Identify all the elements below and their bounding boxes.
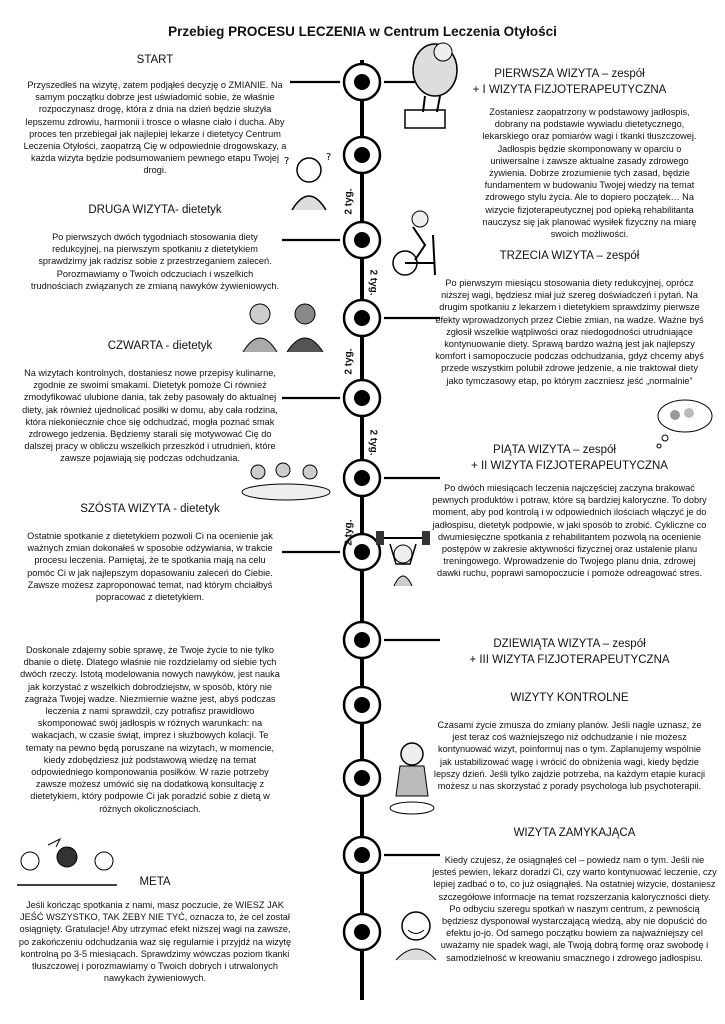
meta-text: Jeśli kończąc spotkania z nami, masz poczucie, że WIESZ JAK JEŚĆ WSZYSTKO, TAK ŻEBY NIE TYĆ, oznacza to, że cel został osiągnięty. Gratulacje! Aby utrzymać efekt niższej wagi na zawsze, po zakończeniu odchudzania waż się regularnie i przyjdź na wizytę kontrolną po 3-5 miesiącach. Sprawdzimy wówczas poziom tkanki tłuszczowej i porozmawiamy o Twoich dobrych i utrwalonych nawykach żywieniowych. <box>18 900 292 984</box>
interval-label: 2 tyg. <box>343 348 355 375</box>
kontrolne-heading: WIZYTY KONTROLNE <box>510 692 629 704</box>
meta-section <box>15 876 295 984</box>
start-section <box>20 54 290 177</box>
pierwsza-subheading: + I WIZYTA FIZJOTERAPEUTYCZNA <box>472 84 667 96</box>
zamykajaca-text: Kiedy czujesz, że osiągnąłeś cel – powiedz nam o tym. Jeśli nie jesteś pewien, lekarz doradzi Ci, czy warto kontynuować leczenie, czy lepiej zadbać o to, co już osiągnąłeś. Na ostatniej wizycie, dostaniesz szczegółowe informacje na temat rozszerzania kaloryczności diety. Po odbyciu szeregu spotkań w naszym centrum, z pewnością będziesz dysponował wystarczającą wiedzą, aby nie dopuścić do efektu jo-jo. Od samego początku bowiem za najważniejszy cel uważamy nie spadek wagi, ale Twoją dobrą formę oraz swobodę i samodzielność w kreowaniu smacznego i zdrowego jadłospisu. <box>432 855 717 963</box>
szosta-text: Ostatnie spotkanie z dietetykiem pozwoli Ci na ocenienie jak ważnych zmian dokonałeś w sposobie odżywiania, w trakcie procesu leczenia. Pamiętaj, że te spotkania mają na celu pomóc Ci w jak najlepszym dopasowaniu zaleceń do Ciebie. Zawsze możesz zaproponować temat, nad którym chciałbyś popracować z dietetykiem. <box>27 531 273 603</box>
zamykajaca-section <box>432 827 717 964</box>
start-heading: START <box>136 54 174 66</box>
trzecia-text: Po pierwszym miesiącu stosowania diety redukcyjnej, oprócz niższej wagi, będziesz miał już szereg doświadczeń i pytań. Na drugim spotkaniu z lekarzem i dietetykiem sprawdzimy pierwsze efekty wprowadzonych przez Ciebie zmian, na wadze. Ważne byś zgłosił wszelkie wątpliwości oraz niedogodności utrudniające kontynuowanie diety. Sprawą bardzo ważną jest jak najlepszy komfort i samopoczucie podczas odchudzania, gdyż chcemy abyś przede wszystkim polubił zdrowe jedzenie, a nie traktował diety jako tymczasowy etap, po którym zaczniesz jeść „normalnie” <box>435 278 704 386</box>
thinking-person-illustration <box>282 150 337 215</box>
timeline-node <box>344 222 380 258</box>
kontrolne-text: Czasami życie zmusza do zmiany planów. Jeśli nagle uznasz, że jest teraz coś ważniejszego niż odchudzanie i nie możesz kontynuować wizyt, poinformuj nas o tym. Zaplanujemy wspólnie jak ustabilizować wagę i wrócić do obniżenia wagi, kiedy będzie lepszy dzień. Jeśli tylko zajdzie potrzeba, na każdym etapie kuracji możesz u nas skorzystać z porady psychologa lub psychoterapii. <box>433 720 706 792</box>
czwarta-section <box>20 340 280 465</box>
timeline-node <box>344 622 380 658</box>
dziewiata-subheading: + III WIZYTA FIZJOTERAPEUTYCZNA <box>469 654 670 666</box>
consultation-illustration <box>235 300 330 355</box>
timeline-node <box>344 460 380 496</box>
interval-label: 2 tyg. <box>367 269 379 296</box>
scale-person-illustration <box>395 40 470 135</box>
interval-label: 2 tyg. <box>367 429 379 456</box>
svg-text:?: ? <box>326 152 332 163</box>
timeline-node <box>344 837 380 873</box>
dziewiata-section <box>432 636 707 668</box>
timeline-node <box>344 137 380 173</box>
doskonale-text: Doskonale zdajemy sobie sprawę, że Twoje życie to nie tylko dbanie o dietę. Dlatego właśnie nie rozdzielamy od siebie tych dwóch rzeczy. Istotą modelowania nowych nawyków, jest nauka jak korzystać z wszelkich dobrodziejstw, w sposób, który nie zagraża Twojej wadze. Niezmiernie ważne jest, abyś podczas leczenia z nami sprawdził, czy potrafisz prawidłowo skomponować swój jadłospis w różnych warunkach: na wakacjach, w czasie świąt, imprez i służbowych kolacji. Te tematy na pewno będą poruszane na wizytach, w momencie, kiedy zdobędziesz już podstawową wiedzę na temat odpowiedniego komponowania posiłków. W razie potrzeby zawsze możesz umówić się na dodatkową konsultację z dietetykiem, który podpowie Ci jak poradzić sobie z dietą w różnych okolicznościach. <box>20 645 280 814</box>
page-title: Przebieg PROCESU LECZENIA w Centrum Leczenia Otyłości <box>168 24 557 39</box>
family-meal-illustration <box>238 458 333 503</box>
druga-text: Po pierwszych dwóch tygodniach stosowania diety redukcyjnej, na pierwszym spotkaniu z dietetykiem sprawdzimy jak radzisz sobie z przestrzeganiem zaleceń. Porozmawiamy o Twoich odczuciach i wszelkich trudnościach związanych ze zmianą nawyków żywieniowych. <box>30 232 280 291</box>
happy-person-illustration <box>386 902 446 962</box>
timeline-node <box>344 914 380 950</box>
druga-section <box>20 204 290 292</box>
interval-label: 2 tyg. <box>343 519 355 546</box>
piata-text: Po dwóch miesiącach leczenia najczęściej zaczyna brakować pewnych produktów i potraw, które są bardziej kaloryczne. To dobry moment, aby pod kontrolą i w odpowiednich ilościach włączyć je do jadłospisu, dietetyk podpowie, w jaki sposób to zrobić. Cykliczne co dwumiesięczne spotkania z rehabilitantem pozwolą na ocenienie postępów w zakresie aktywności fizycznej oraz ustalenie planu treningowego. Wprowadzenie do Twojego planu dnia, zdrowej dawki ruchu, poprawi samopoczucie i pomoże odreagować stres. <box>432 483 707 579</box>
druga-heading: DRUGA WIZYTA- dietetyk <box>88 204 222 216</box>
food-thought-illustration <box>655 396 715 451</box>
szosta-heading: SZÓSTA WIZYTA - dietetyk <box>80 503 220 515</box>
szosta-section <box>20 503 280 603</box>
exercise-bike-illustration <box>385 205 455 280</box>
timeline-node <box>344 380 380 416</box>
zamykajaca-heading: WIZYTA ZAMYKAJĄCA <box>513 827 636 839</box>
timeline-node <box>344 760 380 796</box>
pierwsza-section <box>432 66 707 240</box>
pierwsza-heading: PIERWSZA WIZYTA – zespół <box>494 68 645 80</box>
timeline-node <box>344 300 380 336</box>
dziewiata-heading: DZIEWIĄTA WIZYTA – zespół <box>493 638 646 650</box>
start-text: Przyszedłeś na wizytę, zatem podjąłeś decyzję o ZMIANIE. Na samym początku dobrze jest uświadomić sobie, że właśnie rozpoczynasz drogę, która z dnia na dzień będzie służyła lepszemu zdrowiu, harmonii i trosce o własne ciało i ducha. Aby proces ten przebiegał jak najlepiej lekarze i dietetycy Centrum Leczenia Otyłości, zaopatrzą Cię w odpowiednie drogowskazy, a każda wizyta będzie podsumowaniem pewnego etapu Twojej drogi. <box>23 80 287 176</box>
discussion-group-illustration <box>12 835 122 890</box>
trzecia-section <box>432 250 707 387</box>
angry-person-illustration <box>382 738 442 818</box>
pierwsza-text: Zostaniesz zaopatrzony w podstawowy jadłospis, dobrany na podstawie wywiadu dietetycznego, lekarskiego oraz pomiarów wagi i tkanki tłuszczowej. Jadłospis będzie skomponowany w oparciu o uniwersalne i zawsze aktualne zasady zdrowego żywienia. Dobrze zrozumienie tych zasad, będzie fundamentem w budowaniu Twojej wiedzy na temat zdrowego stylu życia. Ale to dopiero początek… Na wizycie fizjoterapeutycznej pod opieką rehabilitanta nauczysz się jak planować wysiłek fizyczny na miarę swoich możliwości. <box>482 107 697 240</box>
piata-subheading: + II WIZYTA FIZJOTERAPEUTYCZNA <box>471 460 668 472</box>
svg-text:?: ? <box>284 156 290 167</box>
interval-label: 2 tyg. <box>343 188 355 215</box>
doskonale-section <box>20 644 280 815</box>
piata-heading: PIĄTA WIZYTA – zespół <box>493 444 616 456</box>
czwarta-text: Na wizytach kontrolnych, dostaniesz nowe przepisy kulinarne, zgodnie ze swoimi smakami. Dietetyk pomoże Ci również zmodyfikować ulubione dania, tak żeby pasowały do aktualnej diety, jak również ujednolicać posiłki w domu, aby cała rodzina, która niekoniecznie chce się odchudzać, mogła poznać smak zdrowego jedzenia. Będziemy starali się motywować Cię do dalszej pracy w obliczu wszelkich przeszkód i utrudnień, które zawsze pojawiają się podczas odchudzania. <box>22 368 278 464</box>
timeline-node <box>344 687 380 723</box>
kontrolne-section <box>432 692 707 792</box>
czwarta-heading: CZWARTA - dietetyk <box>107 340 213 352</box>
meta-heading: META <box>139 876 171 888</box>
weightlifter-illustration <box>376 528 431 588</box>
trzecia-heading: TRZECIA WIZYTA – zespół <box>499 250 640 262</box>
timeline-node <box>344 64 380 100</box>
piata-section <box>432 442 707 580</box>
